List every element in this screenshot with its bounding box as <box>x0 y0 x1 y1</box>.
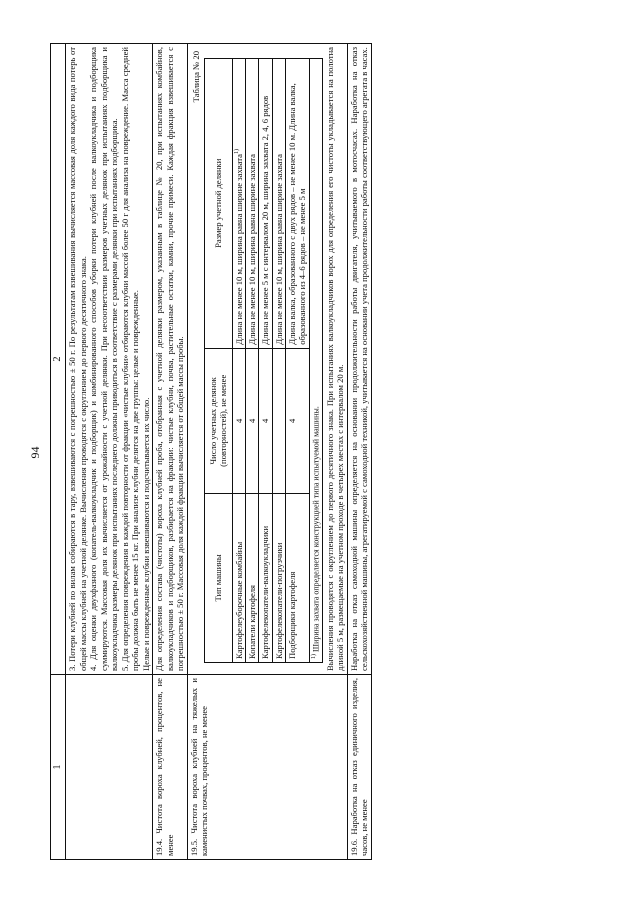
inner-col-header: Число учетных делянок (повторностей), не менее <box>205 348 233 493</box>
machine-type: Подборщики картофеля <box>285 493 309 662</box>
paragraph: 4. Для оценки двухфазного (копатель-валкоукладчик и подборщик) и комбинированного способов уборки потери клубней после валкоукладчика и подборщика суммируются. Массовая доля их вычисляется от урожайности с учетной делянки. При несоответствии размеров учетных делянок при испытаниях подборщика и валкоукладчика размеры делянок при испытаниях последнего должны приводиться в соответствие с размерами делянки при испытаниях подборщика. <box>88 47 120 671</box>
plot-size <box>232 58 245 348</box>
plot-size: Длина не менее 10 м, ширина равна ширине захвата <box>245 58 258 348</box>
row-text <box>187 44 347 675</box>
paragraph: 5. Для определения повреждения в каждой повторности от фракции «чистые клубни» отбираются клубни массой более 50 г для анализа на повреждение. Масса средней пробы должна быть не менее 15 кг. При анализе клубни делятся на две группы: целые и поврежденные. <box>119 47 141 671</box>
table-header-row <box>51 44 66 860</box>
row-label: 19.5. Чистота вороха клубней на тяжелых и каменистых почвах, процентов, не менее <box>187 675 347 860</box>
table-row <box>272 58 285 662</box>
row-text <box>347 44 371 675</box>
plot-size: Длина не менее 5 м с интервалом 20 м, ширина захвата 2, 4, 6 рядов <box>259 58 272 348</box>
plot-count: 4 <box>259 348 272 493</box>
inner-col-header: Размер учетной делянки <box>205 58 233 348</box>
table-row <box>259 58 272 662</box>
row-label-empty <box>66 675 153 860</box>
footnote-row <box>309 58 322 662</box>
paragraph: Наработка на отказ самоходной машины определяется на основании продолжительности работы двигателя, учитываемого в мотосчасах. Наработка на отказ сельскохозяйственной машины, агрегатируемой с самоходной техникой, учитывается на основании учета продолжительности работы соответствующего агрегата в часах. <box>348 47 370 671</box>
inner-header-row <box>205 58 233 662</box>
footnote-mark: 1) <box>310 654 317 659</box>
header-col-2: 2 <box>51 44 66 675</box>
table-row <box>66 44 153 860</box>
plot-count: 4 <box>245 348 258 493</box>
table-row <box>232 58 245 662</box>
table-row <box>153 44 187 860</box>
machine-type: Картофелеуборочные комбайны <box>232 493 245 662</box>
paragraph: Вычисления проводятся с округлением до первого десятичного знака. При испытаниях валкоукладчиков ворох для определения его чистоты укладывается на полотна длиной 5 м, размещаемые на учетном проходе в четырех местах с интервалом 20 м. <box>324 47 346 671</box>
plot-size-table <box>204 58 323 663</box>
table-row <box>187 44 347 860</box>
inner-col-header: Тип машины <box>205 493 233 662</box>
footnote <box>309 58 322 662</box>
plot-count: 4 <box>285 348 309 493</box>
tuber-loss-method <box>66 44 153 675</box>
row-label: 19.4. Чистота вороха клубней, процентов, не менее <box>153 675 187 860</box>
footnote-ref: 1) <box>233 149 240 155</box>
plot-size: Длина не менее 10 м, ширина равна ширине захвата <box>272 58 285 348</box>
row-text <box>153 44 187 675</box>
header-col-1: 1 <box>51 675 66 860</box>
plot-count <box>272 348 285 493</box>
paragraph: Целые и поврежденные клубни взвешиваются и подсчитывается их число. <box>140 397 151 671</box>
plot-size: Длина валка, образованного с двух рядов – не менее 10 м. Длина валка, образованного из 4–6 рядов – не менее 5 м <box>285 58 309 348</box>
machine-type: Копатели картофеля <box>245 493 258 662</box>
row-label: 19.6. Наработка на отказ единичного изделия, часов, не менее <box>347 675 371 860</box>
table-row <box>285 58 309 662</box>
table-row <box>347 44 371 860</box>
paragraph: Для определения состава (чистоты) вороха клубней проба, отобранная с учетной делянки размером, указанным в таблице № 20, при испытаниях комбайнов, валкоукладчиков и подборщиков, разбирается на фракции: чистые клубни, почва, растительные остатки, камни, прочие примеси. Каждая фракция взвешивается с погрешностью ± 50 г. Массовая доля каждой фракции вычисляется от общей массы пробы. <box>154 47 186 671</box>
machine-type: Картофелекопатели-погрузчики <box>272 493 285 662</box>
table-number: Таблица № 20 <box>190 51 201 103</box>
paragraph: 3. Потери клубней по вилам собираются в тару, взвешиваются с погрешностью ± 50 г. По результатам взвешивания вычисляется массовая доля каждого вида потерь от общей массы клубней на учетной делянке. Вычисления проводятся с округлением до первого десятичного знака. <box>67 47 88 671</box>
requirements-table <box>50 43 372 860</box>
machine-type: Картофелекопатели-валкоукладчики <box>259 493 272 662</box>
plot-size-text: Длина не менее 10 м, ширина равна ширине захвата <box>233 154 244 345</box>
footnote-text: Ширина захвата определяется конструкцией типа испытуемой машины. <box>311 406 321 652</box>
page-number: 94 <box>28 446 42 459</box>
plot-count: 4 <box>232 348 245 493</box>
table-row <box>245 58 258 662</box>
